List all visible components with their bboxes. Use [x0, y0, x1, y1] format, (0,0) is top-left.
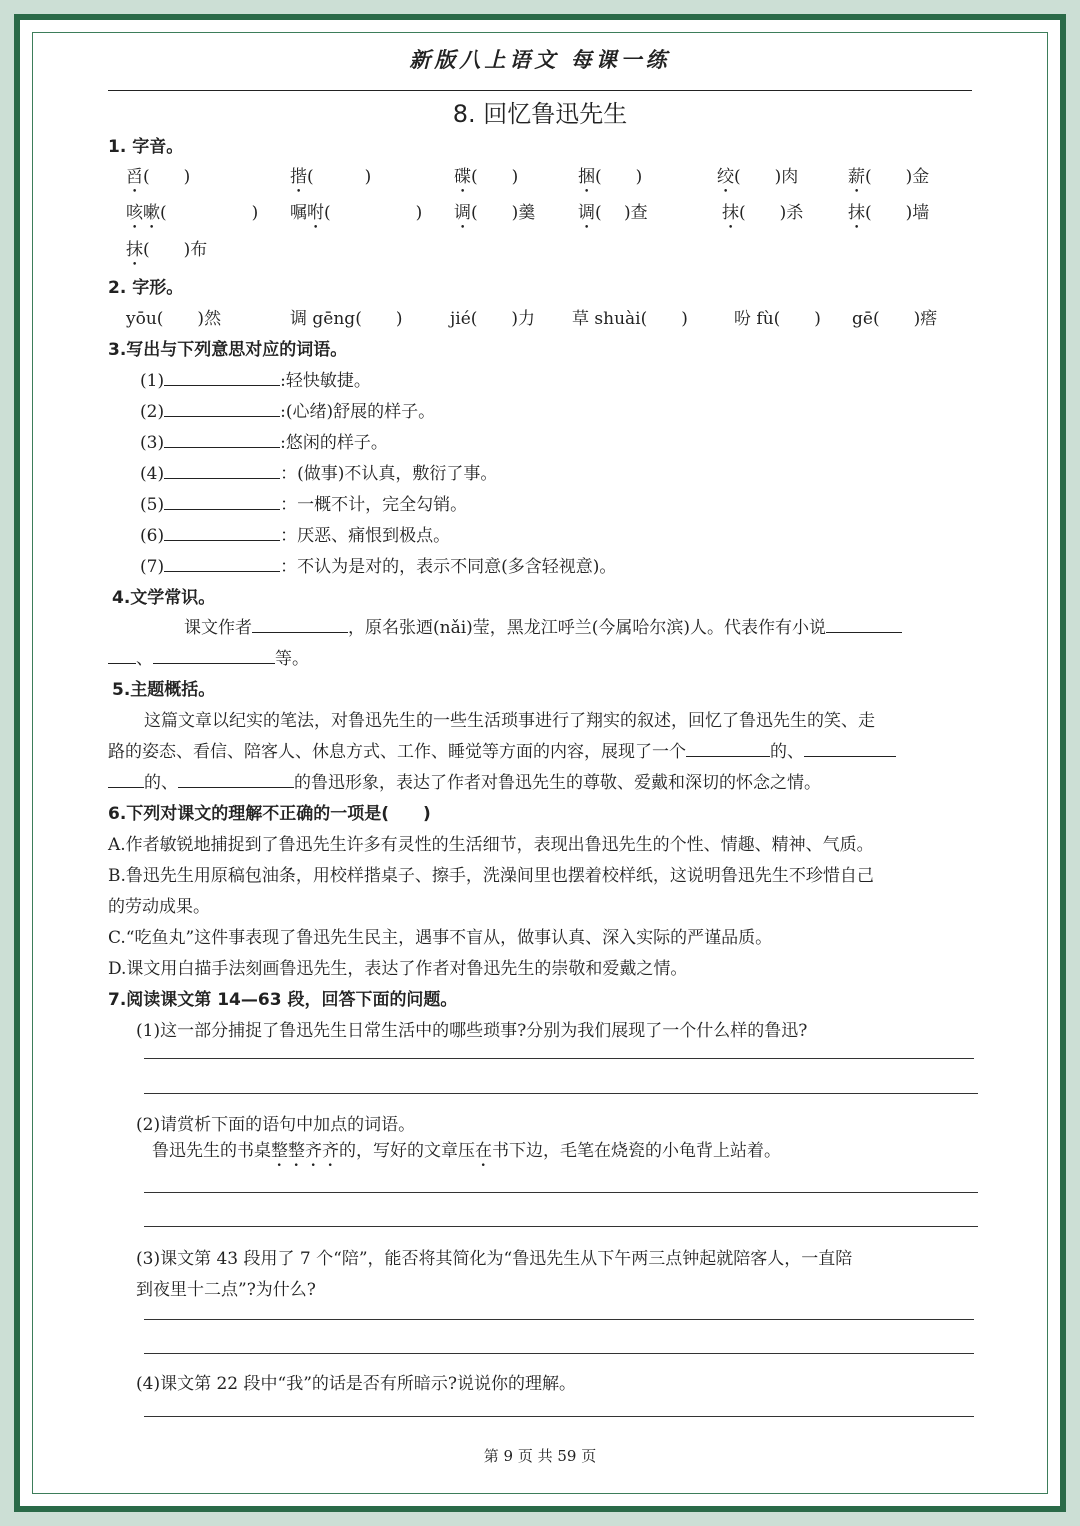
q1-item: 舀( ) [126, 167, 191, 187]
q6-option-b: B.鲁迅先生用原稿包油条，用校样揩桌子、擦手，洗澡间里也摆着校样纸，这说明鲁迅先生不珍惜自己 [108, 866, 874, 886]
answer-line [144, 1353, 974, 1354]
q1-item: 绞( )肉 [717, 167, 799, 187]
q5-heading: 5.主题概括。 [112, 680, 216, 700]
q1-item: 咳嗽( ) [126, 203, 259, 223]
q1-item: 碟( ) [454, 167, 519, 187]
q5-line3: 的、 的鲁迅形象，表达了作者对鲁迅先生的尊敬、爱戴和深切的怀念之情。 [108, 768, 821, 793]
q1-item: 抹( )杀 [722, 203, 804, 223]
series-title: 新版八上语文 每课一练 [409, 47, 671, 72]
q2-heading: 2. 字形。 [108, 278, 184, 298]
q4-line1: 课文作者 ，原名张迺(nǎi)莹，黑龙江呼兰(今属哈尔滨)人。代表作有小说 [184, 613, 902, 638]
answer-line [144, 1192, 978, 1193]
q7-sub4: (4)课文第 22 段中“我”的话是否有所暗示?说说你的理解。 [136, 1374, 577, 1394]
answer-line [144, 1319, 974, 1320]
lesson-title: 8. 回忆鲁迅先生 [452, 100, 628, 128]
answer-line [144, 1226, 978, 1227]
q5-line1: 这篇文章以纪实的笔法，对鲁迅先生的一些生活琐事进行了翔实的叙述，回忆了鲁迅先生的笑、走 [144, 711, 875, 731]
q3-item: (4) ：(做事)不认真，敷衍了事。 [140, 464, 498, 484]
q1-item: 调( )羹 [454, 203, 536, 223]
q7-sub3-line2: 到夜里十二点”?为什么? [136, 1280, 316, 1300]
q6-option-b-cont: 的劳动成果。 [108, 897, 210, 917]
answer-line [144, 1058, 974, 1059]
q6-option-d: D.课文用白描手法刻画鲁迅先生，表达了作者对鲁迅先生的崇敬和爱戴之情。 [108, 959, 688, 979]
q1-item: 抹( )布 [126, 240, 208, 260]
q1-item: 薪( )金 [848, 167, 930, 187]
q1-item: 抹( )墙 [848, 203, 930, 223]
q2-item: 吩 fù( ) [734, 309, 821, 329]
page-footer: 第 9 页 共 59 页 [483, 1447, 597, 1465]
q3-item: (6) ：厌恶、痛恨到极点。 [140, 526, 451, 546]
q2-item: jié( )力 [450, 309, 536, 329]
q5-line2: 路的姿态、看信、陪客人、休息方式、工作、睡觉等方面的内容，展现了一个 的、 [108, 737, 896, 762]
q7-sub1: (1)这一部分捕捉了鲁迅先生日常生活中的哪些琐事?分别为我们展现了一个什么样的鲁迅? [136, 1021, 808, 1041]
header-rule [108, 90, 972, 91]
q7-sub2: (2)请赏析下面的语句中加点的词语。 [136, 1115, 416, 1135]
q1-item: 捆( ) [578, 167, 643, 187]
q2-item: 草 shuài( ) [572, 309, 688, 329]
q3-item: (1) :轻快敏捷。 [140, 371, 371, 391]
q7-sub3-line1: (3)课文第 43 段用了 7 个“陪”，能否将其简化为“鲁迅先生从下午两三点钟起就陪客人，一直陪 [136, 1249, 853, 1269]
q4-line2: 、 等。 [108, 644, 309, 669]
q4-heading: 4.文学常识。 [112, 588, 216, 608]
q7-sentence: 鲁迅先生的书桌整整齐齐的，写好的文章压在书下边，毛笔在烧瓷的小龟背上站着。 [152, 1141, 781, 1161]
answer-line [144, 1093, 978, 1094]
q3-heading: 3.写出与下列意思对应的词语。 [108, 340, 348, 360]
q6-heading: 6.下列对课文的理解不正确的一项是( ) [108, 804, 431, 824]
q2-item: yōu( )然 [126, 309, 222, 329]
q6-option-a: A.作者敏锐地捕捉到了鲁迅先生许多有灵性的生活细节，表现出鲁迅先生的个性、情趣、精神、气质。 [108, 835, 874, 855]
q3-item: (7) ：不认为是对的，表示不同意(多含轻视意)。 [140, 557, 617, 577]
q1-item: 嘱咐( ) [290, 203, 423, 223]
worksheet-page [14, 14, 1066, 1512]
q1-heading: 1. 字音。 [108, 137, 184, 157]
q6-option-c: C.“吃鱼丸”这件事表现了鲁迅先生民主，遇事不盲从，做事认真、深入实际的严谨品质。 [108, 928, 773, 948]
q1-item: 揩( ) [290, 167, 372, 187]
q2-item: gē( )瘩 [852, 309, 938, 329]
q3-item: (5) ：一概不计，完全勾销。 [140, 495, 468, 515]
q3-item: (2) :(心绪)舒展的样子。 [140, 402, 436, 422]
q2-item: 调 gēng( ) [290, 309, 403, 329]
q7-heading: 7.阅读课文第 14—63 段，回答下面的问题。 [108, 990, 458, 1010]
q3-item: (3) :悠闲的样子。 [140, 433, 388, 453]
q1-item: 调( )查 [578, 203, 648, 223]
answer-line [144, 1416, 974, 1417]
